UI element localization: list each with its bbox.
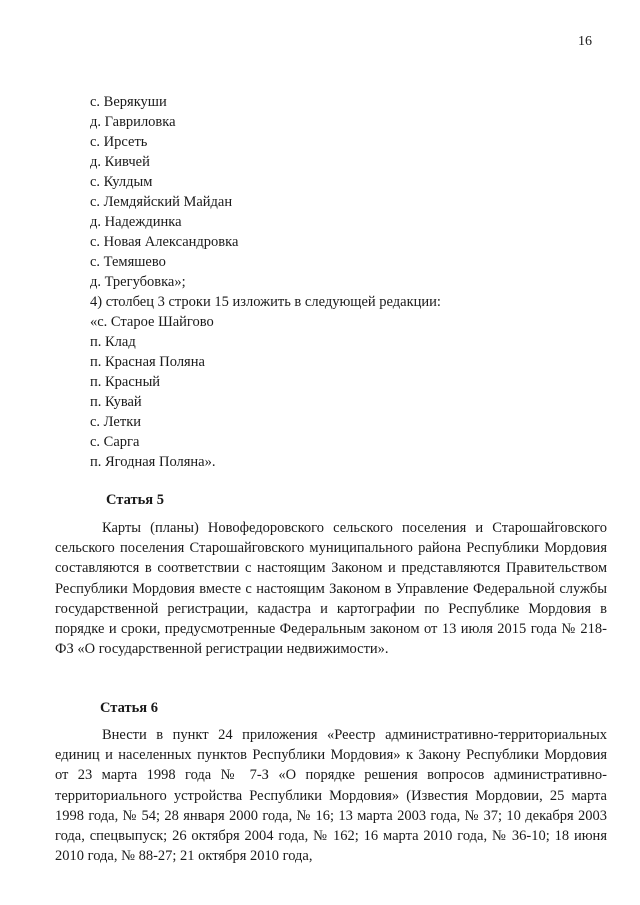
list-item: «с. Старое Шайгово — [90, 314, 214, 330]
settlement-list — [90, 92, 441, 472]
list-item: п. Красный — [90, 374, 161, 390]
list-item: п. Кувай — [90, 394, 142, 410]
page-number: 16 — [578, 34, 592, 49]
article-5-heading: Статья 5 — [106, 492, 164, 508]
list-item: с. Летки — [90, 414, 141, 430]
list-item: с. Верякуши — [90, 94, 167, 110]
list-item: с. Лемдяйский Майдан — [90, 194, 233, 210]
list-item: д. Трегубовка»; — [90, 274, 186, 290]
list-item: п. Красная Поляна — [90, 354, 205, 370]
list-item: с. Ирсеть — [90, 134, 148, 150]
list-item: 4) столбец 3 строки 15 изложить в следующей редакции: — [90, 294, 441, 310]
list-item: д. Гавриловка — [90, 114, 176, 130]
list-item: с. Кулдым — [90, 174, 153, 190]
article-5-text — [55, 518, 607, 659]
list-item: с. Темяшево — [90, 254, 166, 270]
list-item: п. Ягодная Поляна». — [90, 454, 216, 470]
list-item: с. Сарга — [90, 434, 140, 450]
article-6-text — [55, 725, 607, 866]
article-6-paragraph: Внести в пункт 24 приложения «Реестр административно-территориальных единиц и населенных пунктов Республики Мордовия» к Закону Республики Мордовия от 23 марта 1998 года № 7-З «О порядке решения вопросов административно-территориального устройства Республики Мордовия» (Известия Мордовии, 25 марта 1998 года, № 54; 28 января 2000 года, № 16; 13 марта 2003 года, № 37; 10 декабря 2003 года, спецвыпуск; 26 октября 2004 года, № 162; 16 марта 2010 года, № 36-10; 18 июня 2010 года, № 88-27; 21 октября 2010 года, — [55, 727, 607, 865]
list-item: д. Кивчей — [90, 154, 150, 170]
article-5-paragraph: Карты (планы) Новофедоровского сельского поселения и Старошайговского сельского поселения Старошайговского муниципального района Республики Мордовия составляются в соответствии с настоящим Законом и представляются Правительством Республики Мордовия вместе с настоящим Законом в Управление Федеральной службы государственной регистрации, кадастра и картографии по Республике Мордовия в порядке и сроки, предусмотренные Федеральным законом от 13 июля 2015 года № 218-ФЗ «О государственной регистрации недвижимости». — [55, 520, 607, 658]
list-item: п. Клад — [90, 334, 136, 350]
article-6-heading: Статья 6 — [100, 700, 158, 716]
list-item: д. Надеждинка — [90, 214, 182, 230]
list-item: с. Новая Александровка — [90, 234, 239, 250]
